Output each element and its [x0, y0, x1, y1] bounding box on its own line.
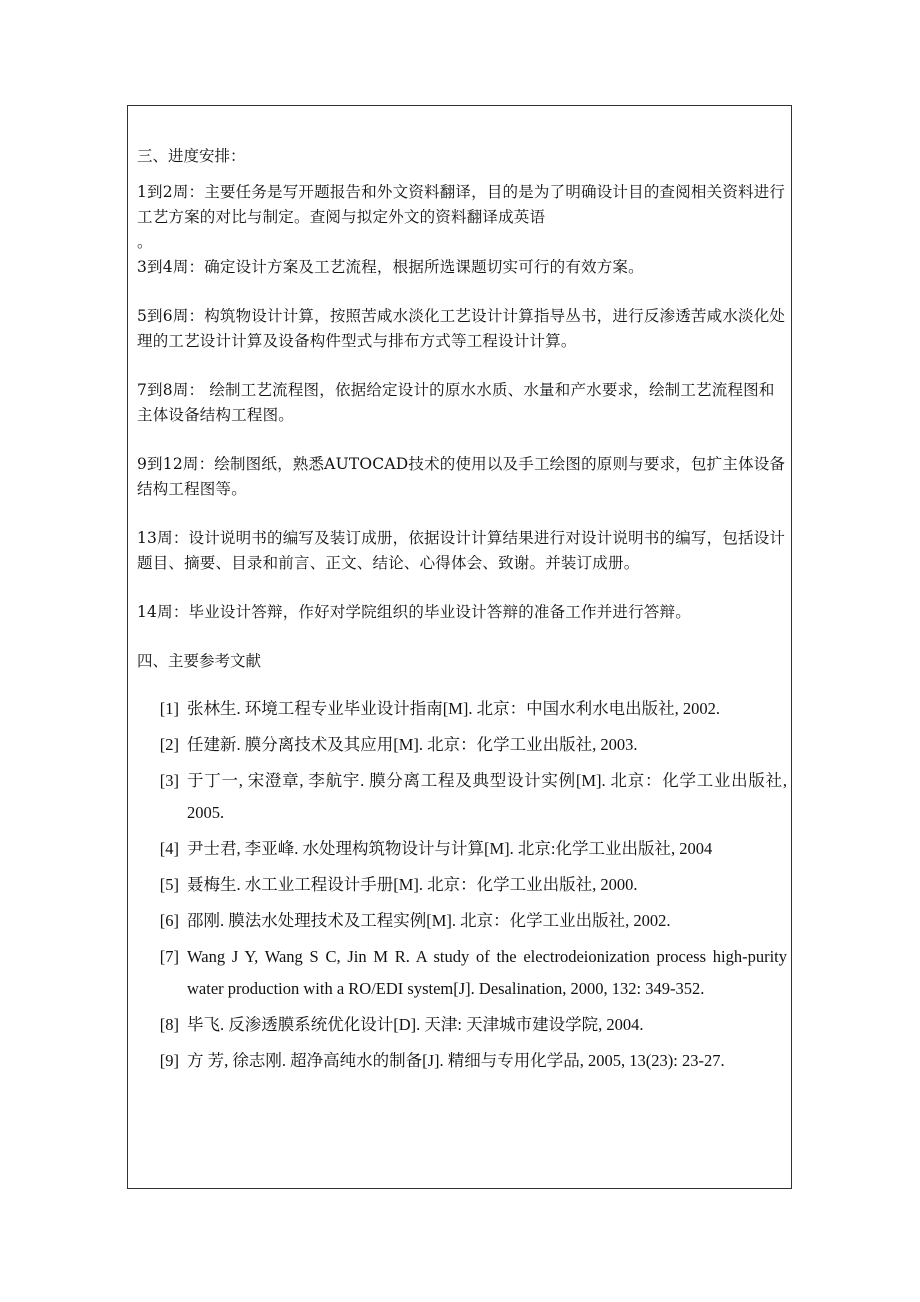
reference-number: [5]	[159, 875, 179, 894]
reference-text: 毕飞. 反渗透膜系统优化设计[D]. 天津: 天津城市建设学院, 2004.	[187, 1015, 644, 1034]
reference-number: [3]	[159, 771, 179, 790]
reference-text: 尹士君, 李亚峰. 水处理构筑物设计与计算[M]. 北京:化学工业出版社, 2004	[187, 839, 713, 858]
reference-text: 张林生. 环境工程专业毕业设计指南[M]. 北京：中国水利水电出版社, 2002.	[187, 699, 721, 718]
schedule-week-7-8: 7到8周： 绘制工艺流程图，依据给定设计的原水水质、水量和产水要求，绘制工艺流程图和主体设备结构工程图。	[137, 381, 775, 424]
reference-item	[137, 1009, 787, 1041]
reference-text: Wang J Y, Wang S C, Jin M R. A study of the electrodeionization process high-purity water production with a RO/EDI system[J]. Desalination, 2000, 132: 349-352.	[187, 947, 787, 998]
reference-item	[137, 1045, 787, 1077]
section-heading-schedule: 三、进度安排：	[137, 147, 246, 165]
reference-text: 方 芳, 徐志刚. 超净高纯水的制备[J]. 精细与专用化学品, 2005, 13(23): 23-27.	[187, 1051, 725, 1070]
reference-number: [6]	[159, 911, 179, 930]
reference-item	[137, 905, 787, 937]
document-frame	[127, 105, 792, 1189]
section-heading-references: 四、主要参考文献	[137, 652, 262, 670]
schedule-period-mark: 。	[137, 233, 153, 251]
reference-item	[137, 869, 787, 901]
reference-text: 任建新. 膜分离技术及其应用[M]. 北京：化学工业出版社, 2003.	[187, 735, 638, 754]
reference-item	[137, 941, 787, 1005]
reference-number: [2]	[159, 735, 179, 754]
reference-text: 聂梅生. 水工业工程设计手册[M]. 北京：化学工业出版社, 2000.	[187, 875, 638, 894]
reference-item	[137, 833, 787, 865]
schedule-week-1-2: 1到2周：主要任务是写开题报告和外文资料翻译，目的是为了明确设计目的查阅相关资料进行工艺方案的对比与制定。查阅与拟定外文的资料翻译成英语	[137, 183, 786, 226]
schedule-week-3-4: 3到4周：确定设计方案及工艺流程，根据所选课题切实可行的有效方案。	[137, 258, 644, 276]
reference-number: [7]	[159, 947, 179, 966]
reference-list	[137, 693, 787, 1077]
schedule-week-13: 13周：设计说明书的编写及装订成册，依据设计计算结果进行对设计说明书的编写，包括设计题目、摘要、目录和前言、正文、结论、心得体会、致谢。并装订成册。	[137, 529, 786, 572]
reference-item	[137, 693, 787, 725]
reference-item	[137, 729, 787, 761]
schedule-week-5-6: 5到6周：构筑物设计计算，按照苦咸水淡化工艺设计计算指导丛书，进行反渗透苦咸水淡化处理的工艺设计计算及设备构件型式与排布方式等工程设计计算。	[137, 307, 786, 350]
reference-number: [4]	[159, 839, 179, 858]
reference-item	[137, 765, 787, 829]
schedule-week-14: 14周：毕业设计答辩，作好对学院组织的毕业设计答辩的准备工作并进行答辩。	[137, 603, 691, 621]
reference-text: 于丁一, 宋澄章, 李航宇. 膜分离工程及典型设计实例[M]. 北京：化学工业出版社, 2005.	[187, 771, 787, 822]
reference-text: 邵刚. 膜法水处理技术及工程实例[M]. 北京：化学工业出版社, 2002.	[187, 911, 671, 930]
reference-number: [8]	[159, 1015, 179, 1034]
reference-number: [1]	[159, 699, 179, 718]
schedule-week-9-12: 9到12周：绘制图纸，熟悉AUTOCAD技术的使用以及手工绘图的原则与要求，包扩主体设备结构工程图等。	[137, 455, 786, 498]
document-content	[137, 144, 787, 1077]
reference-number: [9]	[159, 1051, 179, 1070]
